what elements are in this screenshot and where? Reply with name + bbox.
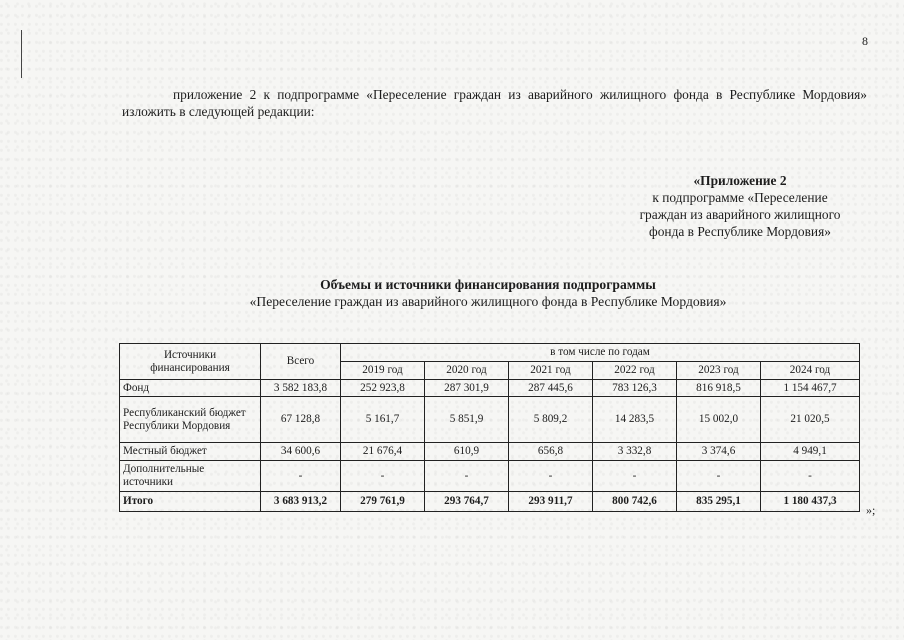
row-value: -	[341, 461, 425, 492]
page-number: 8	[862, 34, 868, 48]
row-label: Фонд	[120, 380, 261, 397]
row-value: 5 809,2	[509, 397, 593, 443]
total-sum: 3 683 913,2	[261, 492, 341, 512]
table-row	[120, 397, 860, 443]
closing-quote: »;	[866, 503, 876, 517]
table-row	[120, 380, 860, 397]
annex-header	[600, 172, 880, 240]
row-value: 816 918,5	[677, 380, 761, 397]
financing-table	[119, 343, 860, 512]
section-subtitle: «Переселение граждан из аварийного жилищного фонда в Республике Мордовия»	[249, 294, 727, 309]
annex-line-2: граждан из аварийного жилищного	[639, 207, 841, 222]
row-value: 4 949,1	[761, 443, 860, 461]
row-value: -	[761, 461, 860, 492]
header-year: 2020 год	[425, 362, 509, 380]
header-year: 2021 год	[509, 362, 593, 380]
annex-line-1: к подпрограмме «Переселение	[652, 190, 828, 205]
row-value: 3 374,6	[677, 443, 761, 461]
total-value: 1 180 437,3	[761, 492, 860, 512]
total-row	[120, 492, 860, 512]
row-value: -	[677, 461, 761, 492]
header-year: 2022 год	[593, 362, 677, 380]
row-label: Местный бюджет	[120, 443, 261, 461]
header-by-year: в том числе по годам	[341, 344, 860, 362]
row-label: Дополнительные источники	[120, 461, 261, 492]
total-value: 293 764,7	[425, 492, 509, 512]
row-value: 252 923,8	[341, 380, 425, 397]
total-value: 279 761,9	[341, 492, 425, 512]
row-total: 67 128,8	[261, 397, 341, 443]
table-row	[120, 461, 860, 492]
section-heading	[120, 276, 856, 310]
row-label: Республиканский бюджет Республики Мордовия	[120, 397, 261, 443]
annex-line-3: фонда в Республике Мордовия»	[649, 224, 831, 239]
header-year: 2023 год	[677, 362, 761, 380]
intro-paragraph: приложение 2 к подпрограмме «Переселение граждан из аварийного жилищного фонда в Республике Мордовия» изложить в следующей редакции:	[122, 87, 867, 119]
annex-title: «Приложение 2	[693, 173, 787, 188]
header-sources: Источники финансирования	[120, 344, 261, 380]
row-value: 5 161,7	[341, 397, 425, 443]
table-row	[120, 443, 860, 461]
row-value: -	[593, 461, 677, 492]
row-value: 21 676,4	[341, 443, 425, 461]
row-value: 287 301,9	[425, 380, 509, 397]
section-title: Объемы и источники финансирования подпрограммы	[320, 277, 656, 292]
row-total: 3 582 183,8	[261, 380, 341, 397]
row-value: 5 851,9	[425, 397, 509, 443]
header-year: 2024 год	[761, 362, 860, 380]
header-year: 2019 год	[341, 362, 425, 380]
total-value: 293 911,7	[509, 492, 593, 512]
row-value: 610,9	[425, 443, 509, 461]
header-total: Всего	[261, 344, 341, 380]
row-value: 21 020,5	[761, 397, 860, 443]
row-value: -	[509, 461, 593, 492]
row-value: 1 154 467,7	[761, 380, 860, 397]
row-value: 14 283,5	[593, 397, 677, 443]
total-label: Итого	[120, 492, 261, 512]
margin-rule	[21, 30, 22, 78]
row-value: -	[425, 461, 509, 492]
row-value: 287 445,6	[509, 380, 593, 397]
total-value: 835 295,1	[677, 492, 761, 512]
row-total: -	[261, 461, 341, 492]
row-value: 3 332,8	[593, 443, 677, 461]
row-value: 15 002,0	[677, 397, 761, 443]
row-value: 783 126,3	[593, 380, 677, 397]
total-value: 800 742,6	[593, 492, 677, 512]
row-total: 34 600,6	[261, 443, 341, 461]
row-value: 656,8	[509, 443, 593, 461]
